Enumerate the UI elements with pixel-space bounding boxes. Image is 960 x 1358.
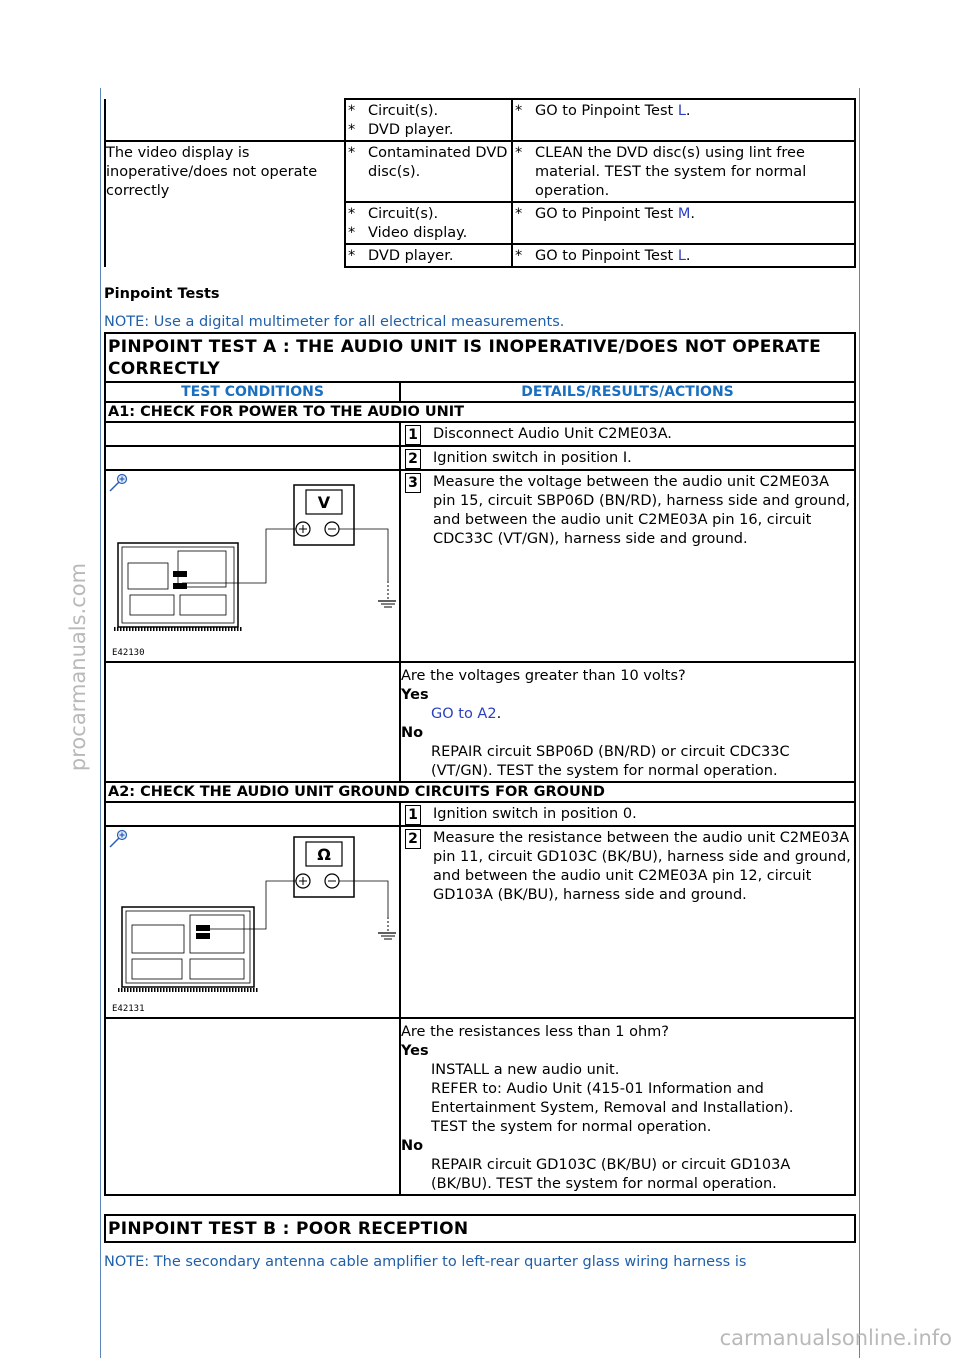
table-row: [105, 1018, 855, 1195]
table-row: [105, 422, 855, 446]
step-number: 2: [405, 829, 421, 849]
figure-cell: [105, 826, 400, 1018]
pinpoint-test-link[interactable]: L: [677, 103, 686, 119]
cause-cell: * Circuit(s). * DVD player.: [345, 99, 512, 141]
table-row: [105, 802, 855, 826]
result-yes-label: Yes: [401, 1043, 429, 1059]
cause-cell: * Circuit(s). * Video display.: [345, 202, 512, 244]
symptom-table: [104, 98, 856, 268]
action-cell: * GO to Pinpoint Test M.: [512, 202, 855, 244]
result-no-action: REPAIR circuit GD103C (BK/BU) or circuit GD103A (BK/BU). TEST the system for normal operation.: [431, 1157, 791, 1192]
cause-cell: * Contaminated DVD disc(s).: [345, 141, 512, 202]
test-b-title: PINPOINT TEST B : POOR RECEPTION: [105, 1215, 855, 1242]
step-number: 1: [405, 805, 421, 825]
symptom-cell: The video display is inoperative/does not operate correctly: [105, 141, 345, 267]
side-watermark: procarmanuals.com: [66, 562, 90, 772]
results-cell: Are the resistances less than 1 ohm? Yes INSTALL a new audio unit. REFER to: Audio Unit (415-01 Information and Entertainment System, Removal and Installation). TEST the system for normal operation. No REPAIR circuit GD103C (BK/BU) or circuit GD103A (BK/BU). TEST the system for normal operation.: [400, 1018, 855, 1195]
table-row: [105, 826, 855, 1018]
table-row: [105, 99, 855, 141]
note-secondary-antenna: NOTE: The secondary antenna cable amplifier to left-rear quarter glass wiring harness is: [104, 1254, 747, 1270]
step-text: Disconnect Audio Unit C2ME03A.: [433, 426, 672, 442]
step-text: Ignition switch in position I.: [433, 450, 632, 466]
connector-resistance-diagram: [108, 829, 396, 1015]
symptom-cell: [105, 99, 345, 141]
right-rule: [859, 88, 860, 1358]
col-details-results-actions: DETAILS/RESULTS/ACTIONS: [400, 382, 855, 402]
pinpoint-test-b: [104, 1214, 856, 1243]
meter-symbol: Ω: [317, 845, 331, 864]
pinpoint-test-link[interactable]: L: [677, 248, 686, 264]
test-a-title: PINPOINT TEST A : THE AUDIO UNIT IS INOPERATIVE/DOES NOT OPERATE CORRECTLY: [105, 333, 855, 382]
pinpoint-test-a: [104, 332, 856, 1196]
refer-to-link[interactable]: REFER to: Audio Unit (415-01 Information and Entertainment System, Removal and Installation).: [431, 1081, 794, 1116]
result-no-label: No: [401, 1138, 424, 1154]
action-cell: * GO to Pinpoint Test L.: [512, 99, 855, 141]
step-number: 3: [405, 473, 421, 493]
pinpoint-tests-heading: Pinpoint Tests: [104, 286, 220, 302]
note-multimeter: NOTE: Use a digital multimeter for all electrical measurements.: [104, 314, 565, 330]
result-no-action: REPAIR circuit SBP06D (BN/RD) or circuit CDC33C (VT/GN). TEST the system for normal operation.: [431, 744, 790, 779]
step-number: 2: [405, 449, 421, 469]
cause-cell: * DVD player.: [345, 244, 512, 267]
left-rule: [100, 88, 101, 1358]
go-to-a2-link[interactable]: GO to A2: [431, 706, 497, 722]
step-text: Measure the resistance between the audio unit C2ME03A pin 11, circuit GD103C (BK/BU), harness side and ground, and between the audio unit C2ME03A pin 12, circuit GD103A (BK/BU), harness side and ground.: [433, 830, 851, 903]
figure-label: E42130: [112, 648, 145, 658]
page-content: [104, 98, 856, 1272]
meter-symbol: V: [317, 493, 331, 512]
col-test-conditions: TEST CONDITIONS: [105, 382, 400, 402]
step-text: Ignition switch in position 0.: [433, 806, 637, 822]
result-question: Are the resistances less than 1 ohm?: [401, 1024, 669, 1040]
step-a2-heading: A2: CHECK THE AUDIO UNIT GROUND CIRCUITS FOR GROUND: [105, 782, 855, 802]
step-number: 1: [405, 425, 421, 445]
result-yes-label: Yes: [401, 687, 429, 703]
action-cell: * CLEAN the DVD disc(s) using lint free material. TEST the system for normal operation.: [512, 141, 855, 202]
step-a1-heading: A1: CHECK FOR POWER TO THE AUDIO UNIT: [105, 402, 855, 422]
table-row: [105, 662, 855, 782]
results-cell: Are the voltages greater than 10 volts? Yes GO to A2. No REPAIR circuit SBP06D (BN/RD) or circuit CDC33C (VT/GN). TEST the system for normal operation.: [400, 662, 855, 782]
table-row: [105, 470, 855, 662]
figure-label: E42131: [112, 1004, 145, 1014]
result-question: Are the voltages greater than 10 volts?: [401, 668, 686, 684]
connector-voltage-diagram: [108, 473, 396, 659]
bottom-watermark: carmanualsonline.info: [719, 1326, 952, 1350]
table-row: [105, 141, 855, 202]
table-row: [105, 446, 855, 470]
figure-cell: [105, 470, 400, 662]
action-cell: * GO to Pinpoint Test L.: [512, 244, 855, 267]
result-no-label: No: [401, 725, 424, 741]
pinpoint-test-link[interactable]: M: [677, 206, 691, 222]
step-text: Measure the voltage between the audio unit C2ME03A pin 15, circuit SBP06D (BN/RD), harness side and ground, and between the audio unit C2ME03A pin 16, circuit CDC33C (VT/GN), harness side and ground.: [433, 474, 851, 547]
